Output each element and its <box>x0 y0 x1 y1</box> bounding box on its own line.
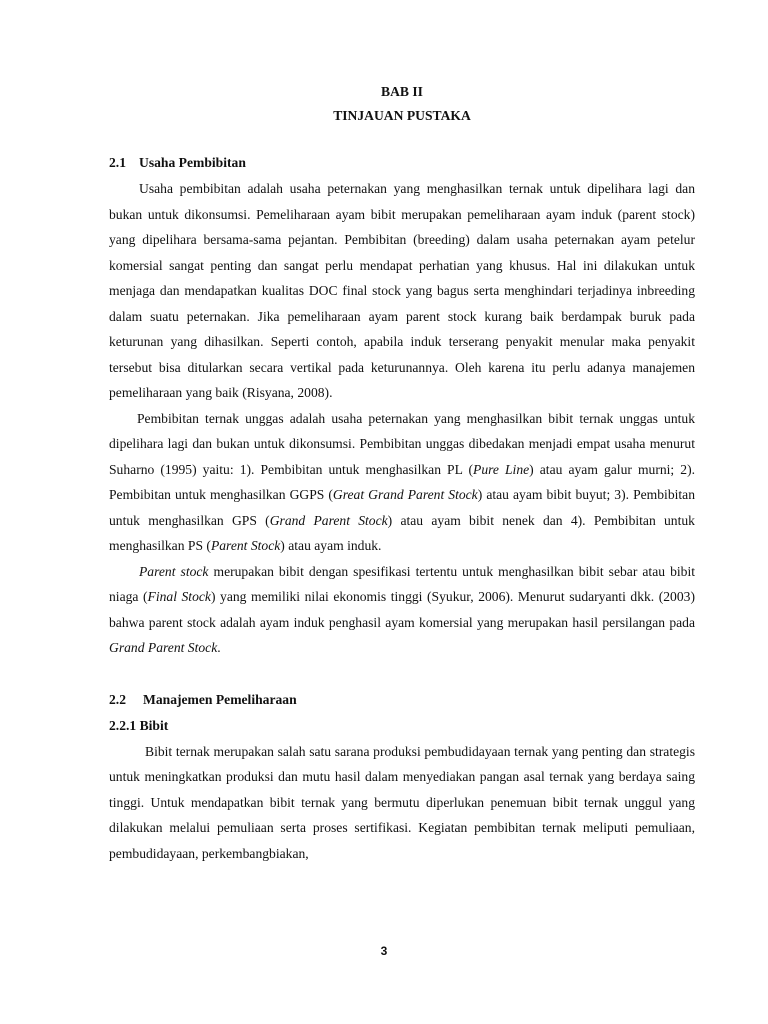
italic-run: Parent Stock <box>210 538 281 553</box>
subsection-number: 2.2.1 <box>109 717 137 733</box>
section-title: Usaha Pembibitan <box>139 155 246 170</box>
text-run: . <box>217 640 221 655</box>
spacer <box>109 661 695 687</box>
subsection-title: Bibit <box>139 717 169 733</box>
text-run: merupakan bibit dengan spesifikasi tertentu untuk menghasilkan bibit sebar atau bibit niaga ( <box>109 563 695 604</box>
section-heading-2-1 <box>109 150 695 176</box>
chapter-title: TINJAUAN PUSTAKA <box>333 108 471 123</box>
italic-run: Final Stock <box>147 589 211 604</box>
text-run: ) yang memiliki nilai ekonomis tinggi (Syukur, 2006). Menurut sudaryanti dkk. (2003) bahwa parent stock adalah ayam induk penghasil ayam komersial yang merupakan hasil persilangan pada <box>109 589 695 630</box>
section-title: Manajemen Pemeliharaan <box>143 691 297 707</box>
text-run: Pembibitan ternak unggas adalah usaha peternakan yang menghasilkan bibit ternak unggas untuk dipelihara lagi dan bukan untuk dikonsumsi. Pembibitan unggas dibedakan menjadi empat usaha menurut Suharno (1995) yaitu: 1). Pembibitan untuk menghasilkan PL ( <box>109 410 695 477</box>
paragraph-4: Bibit ternak merupakan salah satu sarana produksi pembudidayaan ternak yang penting dan strategis untuk meningkatkan produksi dan mutu hasil dalam menyediakan pangan asal ternak yang berdaya saing tinggi. Untuk mendapatkan bibit ternak yang bermutu diperlukan penemuan bibit ternak unggul yang dilakukan melalui pemuliaan serta proses sertifikasi. Kegiatan pembibitan ternak meliputi pemuliaan, pembudidayaan, perkembangbiakan, <box>109 743 695 861</box>
document-page <box>109 80 695 866</box>
text-run: ) atau ayam bibit nenek dan 4). Pembibitan untuk menghasilkan PS ( <box>109 512 695 553</box>
paragraph-3 <box>109 559 695 661</box>
paragraph-1: Usaha pembibitan adalah usaha peternakan yang menghasilkan ternak untuk dipelihara lagi dan bukan untuk dikonsumsi. Pemeliharaan ayam bibit merupakan pemeliharaan ayam induk (parent stock) yang dipelihara bersama-sama pejantan. Pembibitan (breeding) dalam usaha peternakan ayam petelur komersial sangat penting dan sangat perlu mendapat perhatian yang khusus. Hal ini dilakukan untuk menjaga dan mendapatkan kualitas DOC final stock yang bagus serta menghindari terjadinya inbreeding dalam suatu peternakan. Jika pemeliharaan ayam parent stock kurang baik berdampak buruk pada keturunan yang dihasilkan. Seperti contoh, apabila induk terserang penyakit menular maka penyakit tersebut bisa ditularkan secara vertikal pada keturunannya. Oleh karena itu perlu adanya manajemen pemeliharaan yang baik (Risyana, 2008). <box>109 181 695 400</box>
section-heading-2-2 <box>109 687 695 713</box>
italic-run: Parent stock <box>139 563 209 579</box>
subsection-heading-2-2-1 <box>109 713 695 739</box>
text-run: ) atau ayam bibit buyut; 3). Pembibitan untuk menghasilkan GPS ( <box>109 487 695 528</box>
italic-run: Grand Parent Stock <box>269 512 388 528</box>
paragraph-2 <box>109 406 695 559</box>
chapter-label: BAB II <box>381 84 423 99</box>
page-number: 3 <box>380 944 388 958</box>
section-number: 2.1 <box>109 155 126 170</box>
text-run: ) atau ayam induk. <box>280 538 382 553</box>
italic-run: Great Grand Parent Stock <box>332 487 478 502</box>
section-number: 2.2 <box>109 691 126 707</box>
italic-run: Grand Parent Stock <box>109 640 218 655</box>
italic-run: Pure Line <box>473 461 530 477</box>
text-run: ) atau ayam galur murni; 2). Pembibitan untuk menghasilkan GGPS ( <box>109 461 695 502</box>
